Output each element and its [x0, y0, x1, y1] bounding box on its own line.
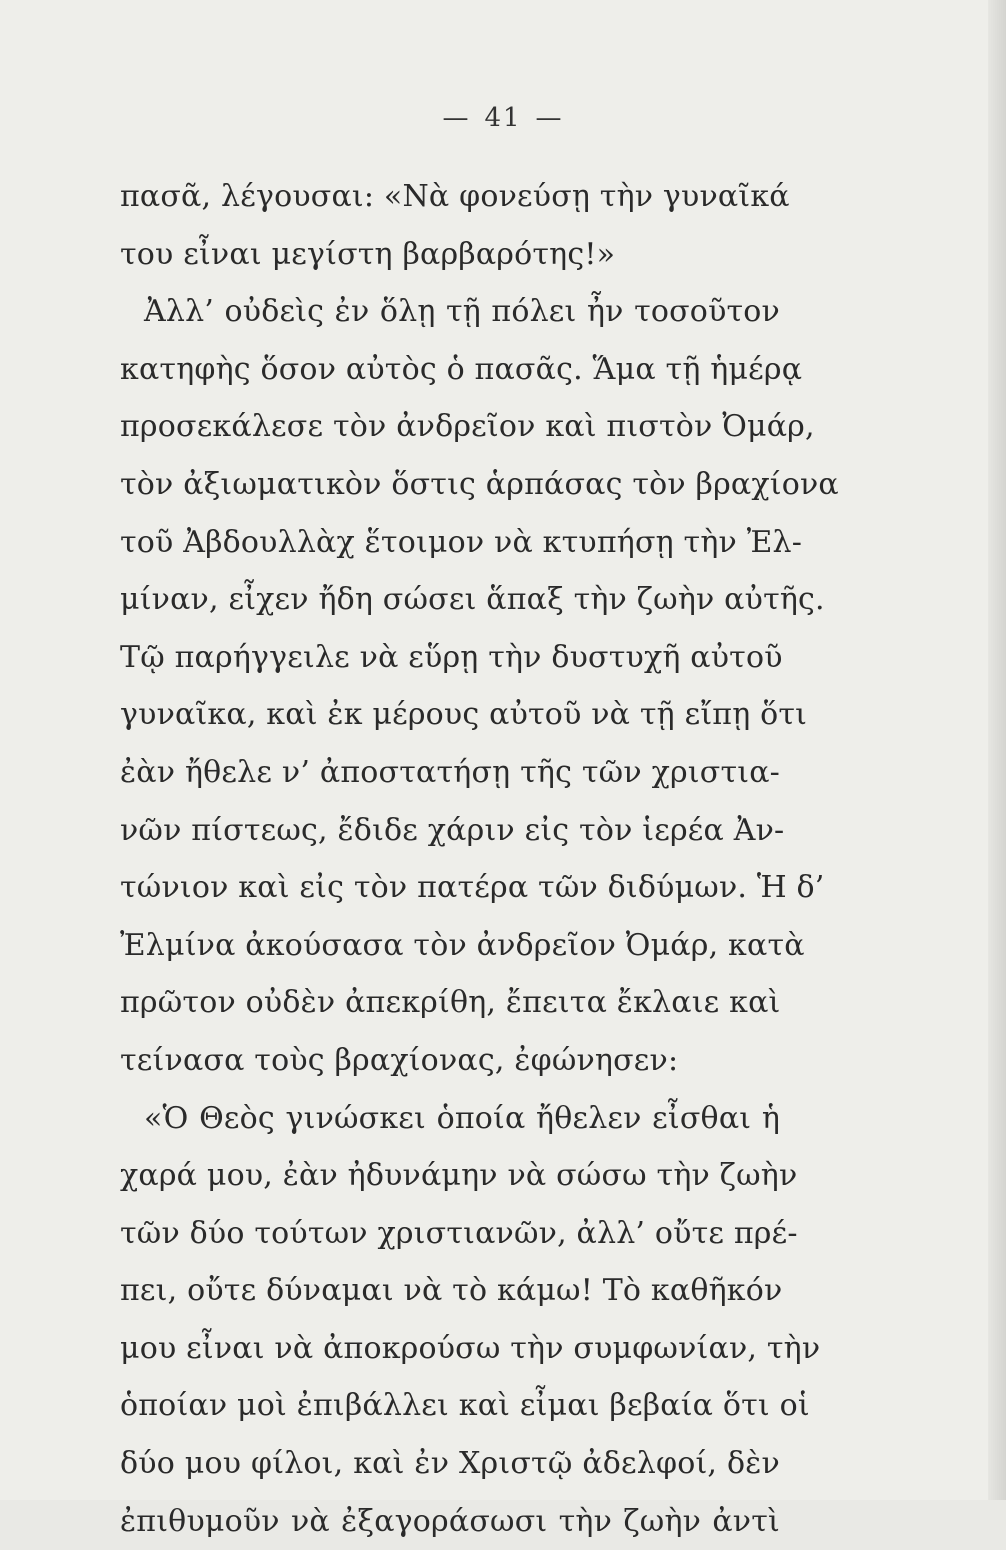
- text-line: τείνασα τοὺς βραχίονας, ἐφώνησεν:: [120, 1042, 679, 1078]
- text-line: ὁποίαν μοὶ ἐπιβάλλει καὶ εἶμαι βεβαία ὅτι οἱ: [120, 1388, 810, 1424]
- text-line: χαρά μου, ἐὰν ἠδυνάμην νὰ σώσω τὴν ζωὴν: [120, 1158, 798, 1194]
- text-line: μου εἶναι νὰ ἀποκρούσω τὴν συμφωνίαν, τὴν: [120, 1330, 821, 1366]
- text-line: τῶν δύο τούτων χριστιανῶν, ἀλλ’ οὔτε πρέ-: [120, 1215, 798, 1251]
- text-line: «Ὁ Θεὸς γινώσκει ὁποία ἤθελεν εἶσθαι ἡ: [144, 1100, 780, 1136]
- body-text: [120, 168, 839, 1550]
- text-line: πρῶτον οὐδὲν ἀπεκρίθη, ἔπειτα ἔκλαιε καὶ: [120, 985, 781, 1021]
- text-line: Ἐλμίνα ἀκούσασα τὸν ἀνδρεῖον Ὀμάρ, κατὰ: [120, 927, 805, 963]
- text-line: Ἀλλ’ οὐδεὶς ἐν ὅλῃ τῇ πόλει ἦν τοσοῦτον: [144, 294, 780, 330]
- text-line: προσεκάλεσε τὸν ἀνδρεῖον καὶ πιστὸν Ὀμάρ,: [120, 409, 815, 445]
- scan-edge: [988, 0, 1006, 1500]
- text-line: ἐπιθυμοῦν νὰ ἐξαγοράσωσι τὴν ζωὴν ἀντὶ: [120, 1503, 780, 1539]
- text-line: κατηφὴς ὅσον αὐτὸς ὁ πασᾶς. Ἅμα τῇ ἡμέρᾳ: [120, 351, 803, 387]
- page-number: [0, 103, 1006, 133]
- text-line: πει, οὔτε δύναμαι νὰ τὸ κάμω! Τὸ καθῆκόν: [120, 1273, 783, 1309]
- text-line: δύο μου φίλοι, καὶ ἐν Χριστῷ ἀδελφοί, δὲν: [120, 1446, 780, 1482]
- text-line: τώνιον καὶ εἰς τὸν πατέρα τῶν διδύμων. Ἡ δ’: [120, 870, 825, 906]
- text-line: μίναν, εἶχεν ἤδη σώσει ἅπαξ τὴν ζωὴν αὐτῆς.: [120, 582, 825, 618]
- text-line: ἐὰν ἤθελε ν’ ἀποστατήσῃ τῆς τῶν χριστια-: [120, 754, 780, 790]
- text-line: τοῦ Ἀβδουλλὰχ ἕτοιμον νὰ κτυπήσῃ τὴν Ἐλ-: [120, 524, 803, 560]
- text-line: πασᾶ, λέγουσαι: «Νὰ φονεύσῃ τὴν γυναῖκά: [120, 179, 790, 214]
- text-line: του εἶναι μεγίστη βαρβαρότης!»: [120, 236, 616, 272]
- page-number-value: 41: [484, 103, 522, 133]
- text-line: Τῷ παρήγγειλε νὰ εὕρῃ τὴν δυστυχῆ αὐτοῦ: [120, 639, 783, 675]
- dash-right: —: [535, 103, 564, 133]
- dash-left: —: [442, 103, 471, 133]
- text-line: νῶν πίστεως, ἔδιδε χάριν εἰς τὸν ἱερέα Ἀν-: [120, 812, 785, 848]
- text-line: τὸν ἀξιωματικὸν ὅστις ἁρπάσας τὸν βραχίονα: [120, 466, 839, 502]
- text-line: γυναῖκα, καὶ ἐκ μέρους αὐτοῦ νὰ τῇ εἴπῃ ὅτι: [120, 697, 808, 733]
